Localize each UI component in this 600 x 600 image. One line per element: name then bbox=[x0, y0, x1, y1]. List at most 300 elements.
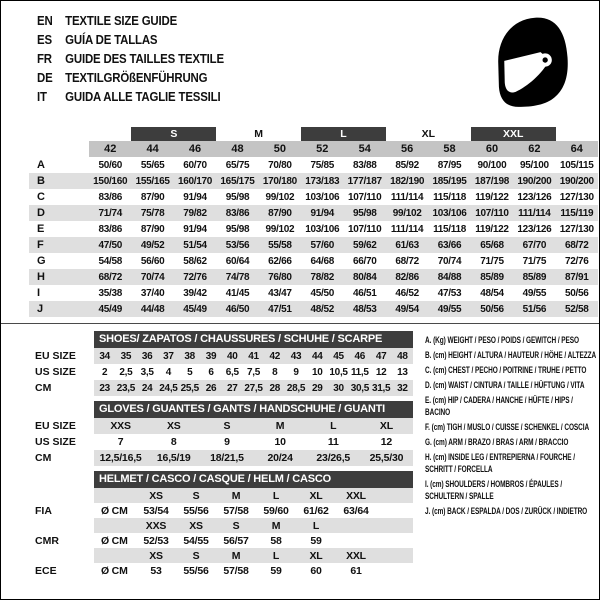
cell: 53/54 bbox=[143, 504, 169, 517]
cell: 12 bbox=[380, 436, 393, 448]
row-values bbox=[94, 548, 413, 563]
cell: 57/58 bbox=[223, 564, 249, 577]
row-values bbox=[94, 450, 413, 466]
cell: S bbox=[223, 420, 231, 432]
cell: 90/100 bbox=[477, 159, 507, 171]
cell: 66/70 bbox=[352, 255, 377, 267]
cell: 7,5 bbox=[246, 366, 260, 378]
cell: 6 bbox=[208, 366, 214, 378]
cell: M bbox=[231, 549, 241, 562]
row-values bbox=[94, 488, 413, 503]
header-spacer bbox=[29, 471, 94, 488]
cell: 45/49 bbox=[98, 303, 122, 315]
row-label: CM bbox=[35, 452, 52, 464]
cell: 115/119 bbox=[560, 207, 594, 219]
size-header-row bbox=[89, 141, 598, 157]
measurement-row bbox=[29, 253, 598, 269]
cell: XS bbox=[149, 549, 163, 562]
size-header-cell: 46 bbox=[188, 143, 202, 155]
row-label: F bbox=[37, 239, 44, 251]
cell: 99/102 bbox=[265, 191, 295, 203]
cell: 123/126 bbox=[517, 191, 552, 203]
cell: 64/68 bbox=[310, 255, 335, 267]
cell: 72/76 bbox=[565, 255, 589, 267]
cell: M bbox=[231, 489, 241, 502]
row-label: B bbox=[37, 175, 45, 187]
cell: 62/66 bbox=[268, 255, 292, 267]
cell: XS bbox=[166, 420, 181, 432]
legend-item-i: I. (cm) SHOULDERS / HOMBROS / ÉPAULES / SCHULTERN / SPALLE bbox=[425, 479, 563, 501]
cell: 55/56 bbox=[183, 564, 209, 577]
cell: 53 bbox=[150, 564, 162, 577]
language-title bbox=[37, 11, 336, 30]
cell: 35/38 bbox=[98, 287, 122, 299]
cell: 68/72 bbox=[395, 255, 419, 267]
cell: 8 bbox=[170, 436, 177, 448]
cell: 59/62 bbox=[352, 239, 377, 251]
language-title bbox=[37, 30, 336, 49]
header-spacer bbox=[29, 401, 94, 418]
row-values bbox=[89, 173, 598, 189]
cell: 23 bbox=[99, 382, 110, 394]
cell: 46/51 bbox=[352, 287, 377, 299]
cell: 83/88 bbox=[352, 159, 377, 171]
cell: 47/50 bbox=[98, 239, 122, 251]
cell: 5 bbox=[187, 366, 193, 378]
cell: 51/54 bbox=[183, 239, 207, 251]
cell: 41/45 bbox=[225, 287, 250, 299]
cell: 29 bbox=[312, 382, 323, 394]
legend-item-f: F. (cm) TIGH / MUSLO / CUISSE / SCHENKEL / COSCIA bbox=[425, 422, 590, 432]
cell: 87/90 bbox=[268, 207, 292, 219]
cell: M bbox=[271, 519, 281, 532]
cell: 28 bbox=[269, 382, 281, 394]
cell: 2,5 bbox=[119, 366, 133, 378]
size-header-cell: 44 bbox=[146, 143, 159, 155]
language-title-text: GUIDE DES TAILLES TEXTILE bbox=[65, 51, 224, 66]
cell: 6,5 bbox=[225, 366, 239, 378]
cell: 55/65 bbox=[140, 159, 165, 171]
cell: 63/64 bbox=[343, 504, 369, 517]
cell: 51/56 bbox=[522, 303, 547, 315]
row-label: US SIZE bbox=[35, 366, 76, 378]
row-values bbox=[94, 563, 413, 578]
cell: 59/60 bbox=[263, 504, 289, 517]
row-label: E bbox=[37, 223, 45, 235]
legend-item-j: J. (cm) BACK / ESPALDA / DOS / ZURÜCK / INDIETRO bbox=[425, 506, 588, 516]
cell: 47/53 bbox=[437, 287, 462, 299]
size-header-cell: 60 bbox=[485, 143, 499, 155]
shoes-row bbox=[29, 348, 413, 364]
cell: 56/60 bbox=[140, 255, 165, 267]
language-title-text: GUÍA DE TALLAS bbox=[65, 32, 158, 47]
cell: 57/60 bbox=[310, 239, 335, 251]
cell: 25,5/30 bbox=[369, 452, 404, 464]
cell: 84/88 bbox=[437, 271, 462, 283]
cell: 85/92 bbox=[395, 159, 419, 171]
cell: 25,5 bbox=[180, 382, 199, 394]
row-values bbox=[89, 189, 598, 205]
cell: L bbox=[330, 420, 337, 432]
helmet-table-title: HELMET / CASCO / CASQUE / HELM / CASCO bbox=[94, 471, 413, 488]
cell: 32 bbox=[397, 382, 408, 394]
gloves-table-header bbox=[29, 401, 413, 418]
cell: 70/80 bbox=[268, 159, 292, 171]
cell: 52/53 bbox=[143, 534, 169, 547]
language-code: IT bbox=[37, 89, 47, 104]
cell: 49/52 bbox=[140, 239, 165, 251]
size-group-header-row bbox=[89, 127, 598, 141]
cell: 45/50 bbox=[310, 287, 335, 299]
measurement-row bbox=[29, 237, 598, 253]
cell: 40 bbox=[226, 350, 238, 362]
cell: 53/56 bbox=[225, 239, 250, 251]
measurement-row bbox=[29, 221, 598, 237]
size-group-m: M bbox=[254, 128, 264, 140]
row-label: EU SIZE bbox=[35, 350, 76, 362]
cell: 39 bbox=[205, 350, 217, 362]
cell: 83/86 bbox=[225, 207, 250, 219]
row-values bbox=[94, 418, 413, 434]
measurement-table bbox=[29, 157, 598, 317]
cell: 87/91 bbox=[565, 271, 589, 283]
cell: 11 bbox=[327, 436, 339, 448]
language-code: DE bbox=[37, 70, 53, 85]
cell: 59 bbox=[270, 564, 282, 577]
language-code: FR bbox=[37, 51, 52, 66]
legend-item-d: D. (cm) WAIST / CINTURA / TAILLE / HÜFTUNG / VITA bbox=[425, 380, 585, 390]
cell: 91/94 bbox=[183, 223, 207, 235]
legend-item-b: B. (cm) HEIGHT / ALTURA / HAUTEUR / HÖHE / ALTEZZA bbox=[425, 350, 597, 360]
row-label: ECE bbox=[35, 564, 57, 577]
row-values bbox=[89, 237, 598, 253]
row-values bbox=[94, 533, 413, 548]
cell: 170/180 bbox=[262, 175, 297, 187]
cell: 41 bbox=[248, 350, 259, 362]
cell: 71/75 bbox=[522, 255, 547, 267]
cell: 9 bbox=[293, 366, 299, 378]
size-header-cell: 62 bbox=[528, 143, 541, 155]
cell: 60/70 bbox=[183, 159, 207, 171]
cell: 30 bbox=[333, 382, 344, 394]
cell: 49/54 bbox=[395, 303, 419, 315]
cell: 59 bbox=[310, 534, 322, 547]
cell: 74/78 bbox=[225, 271, 250, 283]
cell: 3,5 bbox=[140, 366, 154, 378]
size-group-xxl: XXL bbox=[471, 127, 556, 141]
cell: 67/70 bbox=[522, 239, 547, 251]
measurement-row bbox=[29, 157, 598, 173]
cell: 187/198 bbox=[474, 175, 509, 187]
cell: 76/80 bbox=[268, 271, 292, 283]
legend-item-g: G. (cm) ARM / BRAZO / BRAS / ARM / BRACCIO bbox=[425, 437, 569, 447]
row-values bbox=[94, 380, 413, 396]
cell: 4 bbox=[165, 366, 172, 378]
cell: 34 bbox=[99, 350, 110, 362]
cell: L bbox=[272, 549, 280, 562]
cell: 103/106 bbox=[432, 207, 467, 219]
cell: S bbox=[192, 489, 200, 502]
helmet-row bbox=[29, 503, 413, 518]
cell: XXS bbox=[110, 420, 131, 432]
cell: 182/190 bbox=[390, 175, 425, 187]
cell: 20/24 bbox=[267, 452, 293, 464]
cell: 119/122 bbox=[475, 223, 509, 235]
language-code: EN bbox=[37, 13, 53, 28]
cell: S bbox=[232, 519, 240, 532]
cell: S bbox=[192, 549, 200, 562]
row-values bbox=[89, 301, 598, 317]
cell: L bbox=[312, 519, 320, 532]
cell: 68/72 bbox=[98, 271, 122, 283]
cell: 49/55 bbox=[437, 303, 462, 315]
language-title bbox=[37, 87, 336, 106]
cell: 58/62 bbox=[183, 255, 207, 267]
header-spacer bbox=[29, 331, 94, 348]
row-values bbox=[94, 364, 413, 380]
helmet-row bbox=[29, 488, 413, 503]
row-values bbox=[89, 221, 598, 237]
measurement-row bbox=[29, 301, 598, 317]
cell: 107/110 bbox=[347, 223, 382, 235]
cell: 115/118 bbox=[433, 191, 467, 203]
gloves-table bbox=[29, 401, 413, 466]
cell: 87/90 bbox=[140, 223, 165, 235]
language-title-text: TEXTILE SIZE GUIDE bbox=[65, 13, 178, 28]
cell: 111/114 bbox=[390, 191, 424, 203]
cell: 160/170 bbox=[178, 175, 213, 187]
cell: 48/52 bbox=[310, 303, 335, 315]
row-values bbox=[94, 434, 413, 450]
row-label: US SIZE bbox=[35, 436, 76, 448]
size-group-l: L bbox=[301, 127, 386, 141]
cell: 68/72 bbox=[565, 239, 589, 251]
cell: 150/160 bbox=[93, 175, 128, 187]
cell: 61/62 bbox=[303, 504, 329, 517]
measurement-row bbox=[29, 269, 598, 285]
cell: 54/58 bbox=[98, 255, 122, 267]
size-group-xl: XL bbox=[421, 128, 436, 140]
language-title-list bbox=[37, 11, 336, 106]
shoes-table-header bbox=[29, 331, 413, 348]
cell: 12,5/16,5 bbox=[99, 452, 142, 464]
cell: 72/76 bbox=[183, 271, 207, 283]
cell: 24,5 bbox=[159, 382, 178, 394]
cell: 10 bbox=[274, 436, 286, 448]
row-label: I bbox=[37, 287, 41, 299]
cell: 55/56 bbox=[183, 504, 209, 517]
cell: 16,5/19 bbox=[156, 452, 191, 464]
row-label: C bbox=[37, 191, 45, 203]
cell: 48/53 bbox=[352, 303, 377, 315]
cell: XXL bbox=[346, 489, 366, 502]
cell: 47 bbox=[375, 350, 387, 362]
measurement-row bbox=[29, 189, 598, 205]
size-header-cell: 48 bbox=[231, 143, 244, 155]
cell: 99/102 bbox=[392, 207, 422, 219]
cell: 24 bbox=[141, 382, 153, 394]
legend-item-a: A. (Kg) WEIGHT / PESO / POIDS / GEWITCH / PESO bbox=[425, 335, 580, 345]
cell: 60/64 bbox=[225, 255, 250, 267]
cell: 52/58 bbox=[565, 303, 589, 315]
cell: 12 bbox=[375, 366, 387, 378]
cell: L bbox=[272, 489, 280, 502]
cell: 46/50 bbox=[225, 303, 250, 315]
cell: XS bbox=[189, 519, 203, 532]
row-values bbox=[94, 503, 413, 518]
cell: 9 bbox=[224, 436, 230, 448]
cell: 87/95 bbox=[437, 159, 462, 171]
cell: 2 bbox=[102, 366, 108, 378]
cell: 7 bbox=[117, 436, 124, 448]
cell: 107/110 bbox=[347, 191, 382, 203]
cell: 75/85 bbox=[310, 159, 335, 171]
cell: 87/90 bbox=[140, 191, 165, 203]
legend-item-e: E. (cm) HIP / CADERA / HANCHE / HÜFTE / HIPS / BACINO bbox=[425, 395, 573, 417]
row-label: FIA bbox=[35, 504, 52, 517]
cell: 37/40 bbox=[140, 287, 165, 299]
cell: 91/94 bbox=[310, 207, 335, 219]
cell: 35 bbox=[120, 350, 132, 362]
row-label: J bbox=[37, 303, 44, 315]
measurement-row bbox=[29, 285, 598, 301]
measurement-row bbox=[29, 205, 598, 221]
cell: 13 bbox=[397, 366, 408, 378]
cell: 80/84 bbox=[352, 271, 377, 283]
cell: 107/110 bbox=[475, 207, 509, 219]
cell: 54/55 bbox=[183, 534, 209, 547]
cell: 190/200 bbox=[559, 175, 594, 187]
cell: 28,5 bbox=[286, 382, 306, 394]
cell: 38 bbox=[184, 350, 195, 362]
gloves-row bbox=[29, 434, 413, 450]
cell: 56/57 bbox=[223, 534, 249, 547]
cell: 75/78 bbox=[140, 207, 165, 219]
size-group-s: S bbox=[131, 127, 216, 141]
helmet-row bbox=[29, 548, 413, 563]
size-header-cell: 54 bbox=[358, 143, 371, 155]
row-values bbox=[89, 269, 598, 285]
cell: 46 bbox=[354, 350, 366, 362]
helmet-table-header bbox=[29, 471, 413, 488]
cell: 61 bbox=[350, 564, 362, 577]
cell: 30,5 bbox=[350, 382, 369, 394]
language-code: ES bbox=[37, 32, 52, 47]
cell: 70/74 bbox=[437, 255, 462, 267]
cell: 23/26,5 bbox=[316, 452, 351, 464]
row-values bbox=[94, 518, 413, 533]
cell: 49/55 bbox=[522, 287, 547, 299]
cell: 48 bbox=[397, 350, 408, 362]
cell: 39/42 bbox=[183, 287, 207, 299]
unit-label: Ø CM bbox=[101, 504, 128, 517]
cell: 71/74 bbox=[98, 207, 122, 219]
legend-item-c: C. (cm) CHEST / PECHO / POITRINE / TRUHE / PETTO bbox=[425, 365, 587, 375]
row-label: CMR bbox=[35, 534, 59, 547]
cell: 43/47 bbox=[268, 287, 292, 299]
gloves-row bbox=[29, 418, 413, 434]
size-header-cell: 52 bbox=[316, 143, 329, 155]
cell: 50/56 bbox=[565, 287, 589, 299]
shoes-row bbox=[29, 380, 413, 396]
cell: 105/115 bbox=[560, 159, 594, 171]
language-title bbox=[37, 68, 336, 87]
size-header-cell: 42 bbox=[104, 143, 117, 155]
cell: 45 bbox=[333, 350, 344, 362]
row-values bbox=[94, 348, 413, 364]
cell: 45/49 bbox=[183, 303, 207, 315]
cell: 83/86 bbox=[98, 191, 122, 203]
cell: 42 bbox=[269, 350, 281, 362]
cell: 10,5 bbox=[329, 366, 348, 378]
cell: M bbox=[275, 420, 285, 432]
gloves-table-title: GLOVES / GUANTES / GANTS / HANDSCHUHE / GUANTI bbox=[94, 401, 413, 418]
cell: 190/200 bbox=[517, 175, 552, 187]
cell: 173/183 bbox=[305, 175, 340, 187]
row-values bbox=[89, 205, 598, 221]
helmet-icon bbox=[491, 15, 573, 109]
cell: 8 bbox=[272, 366, 278, 378]
cell: 50/60 bbox=[98, 159, 122, 171]
size-header-cell: 56 bbox=[400, 143, 414, 155]
cell: 95/98 bbox=[225, 191, 250, 203]
cell: 119/122 bbox=[475, 191, 509, 203]
row-label bbox=[29, 488, 94, 503]
cell: 91/94 bbox=[183, 191, 207, 203]
cell: 63/66 bbox=[437, 239, 462, 251]
row-values bbox=[89, 157, 598, 173]
unit-label: Ø CM bbox=[101, 564, 128, 577]
size-header-cell: 58 bbox=[443, 143, 456, 155]
cell: 165/175 bbox=[220, 175, 255, 187]
legend-item-h: H. (cm) INSIDE LEG / ENTREPIERNA / FOURCHE / SCHRITT / FORCELLA bbox=[425, 452, 575, 474]
cell: 47/51 bbox=[268, 303, 292, 315]
row-values bbox=[89, 285, 598, 301]
cell: 43 bbox=[290, 350, 302, 362]
language-title-text: TEXTILGRÖßENFÜHRUNG bbox=[65, 70, 208, 85]
cell: 115/118 bbox=[433, 223, 467, 235]
cell: 50/56 bbox=[480, 303, 504, 315]
cell: 37 bbox=[163, 350, 174, 362]
row-label: G bbox=[37, 255, 46, 267]
cell: 44/48 bbox=[140, 303, 165, 315]
row-label: H bbox=[37, 271, 45, 283]
helmet-row bbox=[29, 518, 413, 533]
cell: 48/54 bbox=[480, 287, 504, 299]
cell: 46/52 bbox=[395, 287, 419, 299]
cell: 95/98 bbox=[225, 223, 250, 235]
cell: 27 bbox=[226, 382, 238, 394]
cell: 31,5 bbox=[371, 382, 391, 394]
cell: XXS bbox=[145, 519, 167, 532]
cell: 23,5 bbox=[116, 382, 136, 394]
cell: 26 bbox=[205, 382, 217, 394]
cell: 95/100 bbox=[519, 159, 549, 171]
row-values bbox=[89, 253, 598, 269]
size-header-cell: 50 bbox=[273, 143, 286, 155]
cell: 57/58 bbox=[223, 504, 249, 517]
cell: 95/98 bbox=[352, 207, 377, 219]
cell: XL bbox=[309, 549, 323, 562]
size-header-cell: 64 bbox=[570, 143, 583, 155]
cell: XS bbox=[149, 489, 163, 502]
measurement-legend bbox=[425, 334, 598, 520]
row-label: A bbox=[37, 159, 45, 171]
cell: 55/58 bbox=[268, 239, 292, 251]
cell: XL bbox=[379, 420, 393, 432]
cell: 82/86 bbox=[395, 271, 419, 283]
cell: 155/165 bbox=[135, 175, 170, 187]
